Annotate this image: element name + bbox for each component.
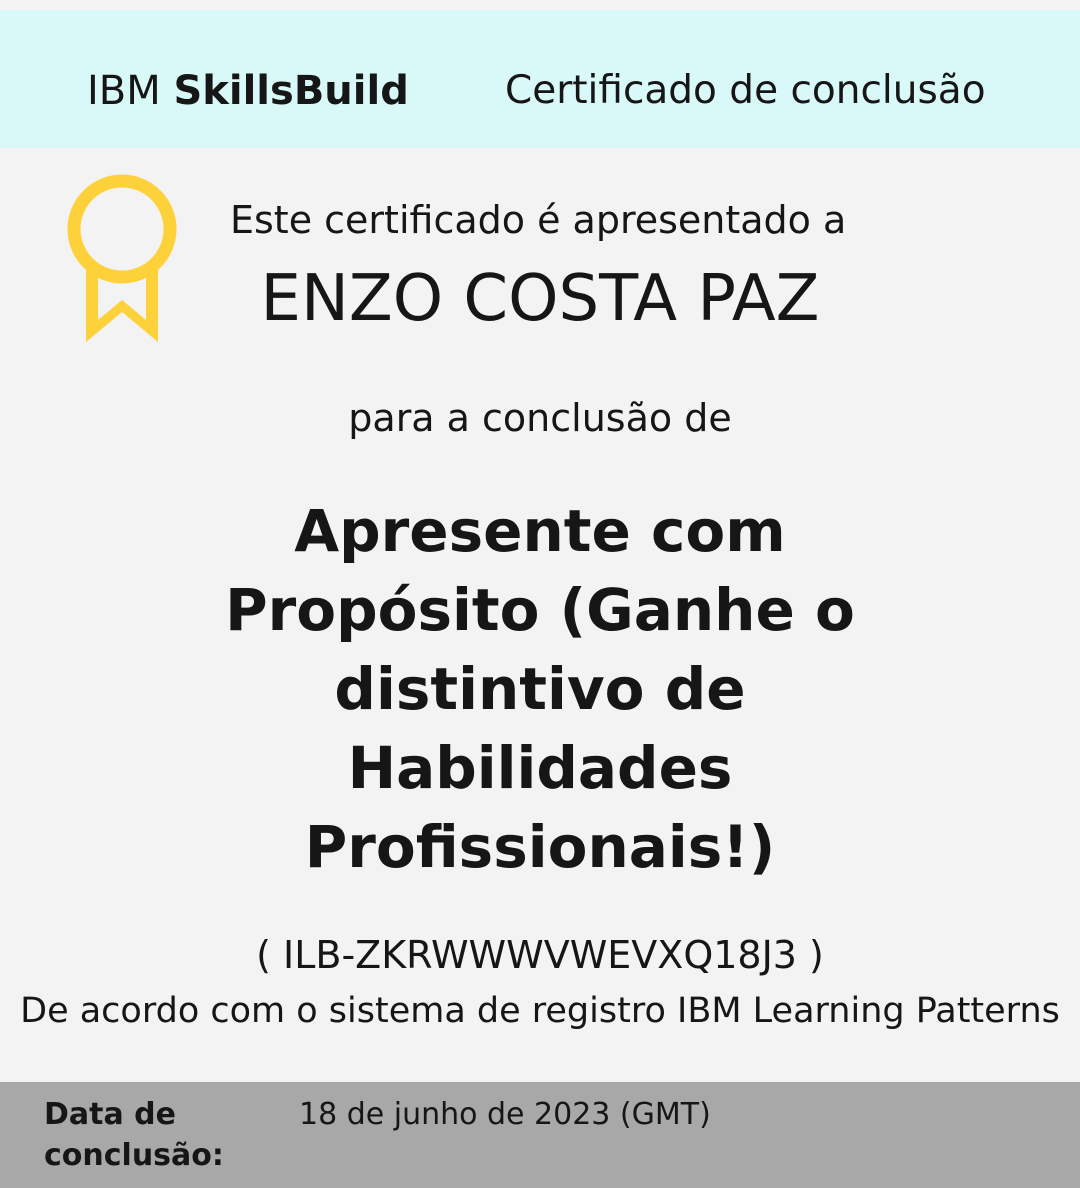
document-type: Certificado de conclusão [505,68,986,113]
completion-label: para a conclusão de [348,396,732,440]
presented-to-label: Este certificado é apresentado a [230,198,847,242]
recipient-name: ENZO COSTA PAZ [260,262,820,336]
top-strip [0,0,1080,10]
brand-prefix: IBM [87,68,161,114]
completion-date-label: Data de conclusão: [44,1097,224,1173]
completion-date-value: 18 de junho de 2023 (GMT) [299,1097,711,1132]
certificate-footer [0,1082,1080,1188]
course-id: ( ILB-ZKRWWWVWEVXQ18J3 ) [256,933,824,977]
brand-name: SkillsBuild [173,68,409,114]
registry-note: De acordo com o sistema de registro IBM Learning Patterns [20,991,1060,1031]
brand-logo [87,68,409,114]
certificate-header [0,10,1080,148]
course-title: Apresente com Propósito (Ganhe o distintivo de Habilidades Profissionais!) [225,497,855,881]
